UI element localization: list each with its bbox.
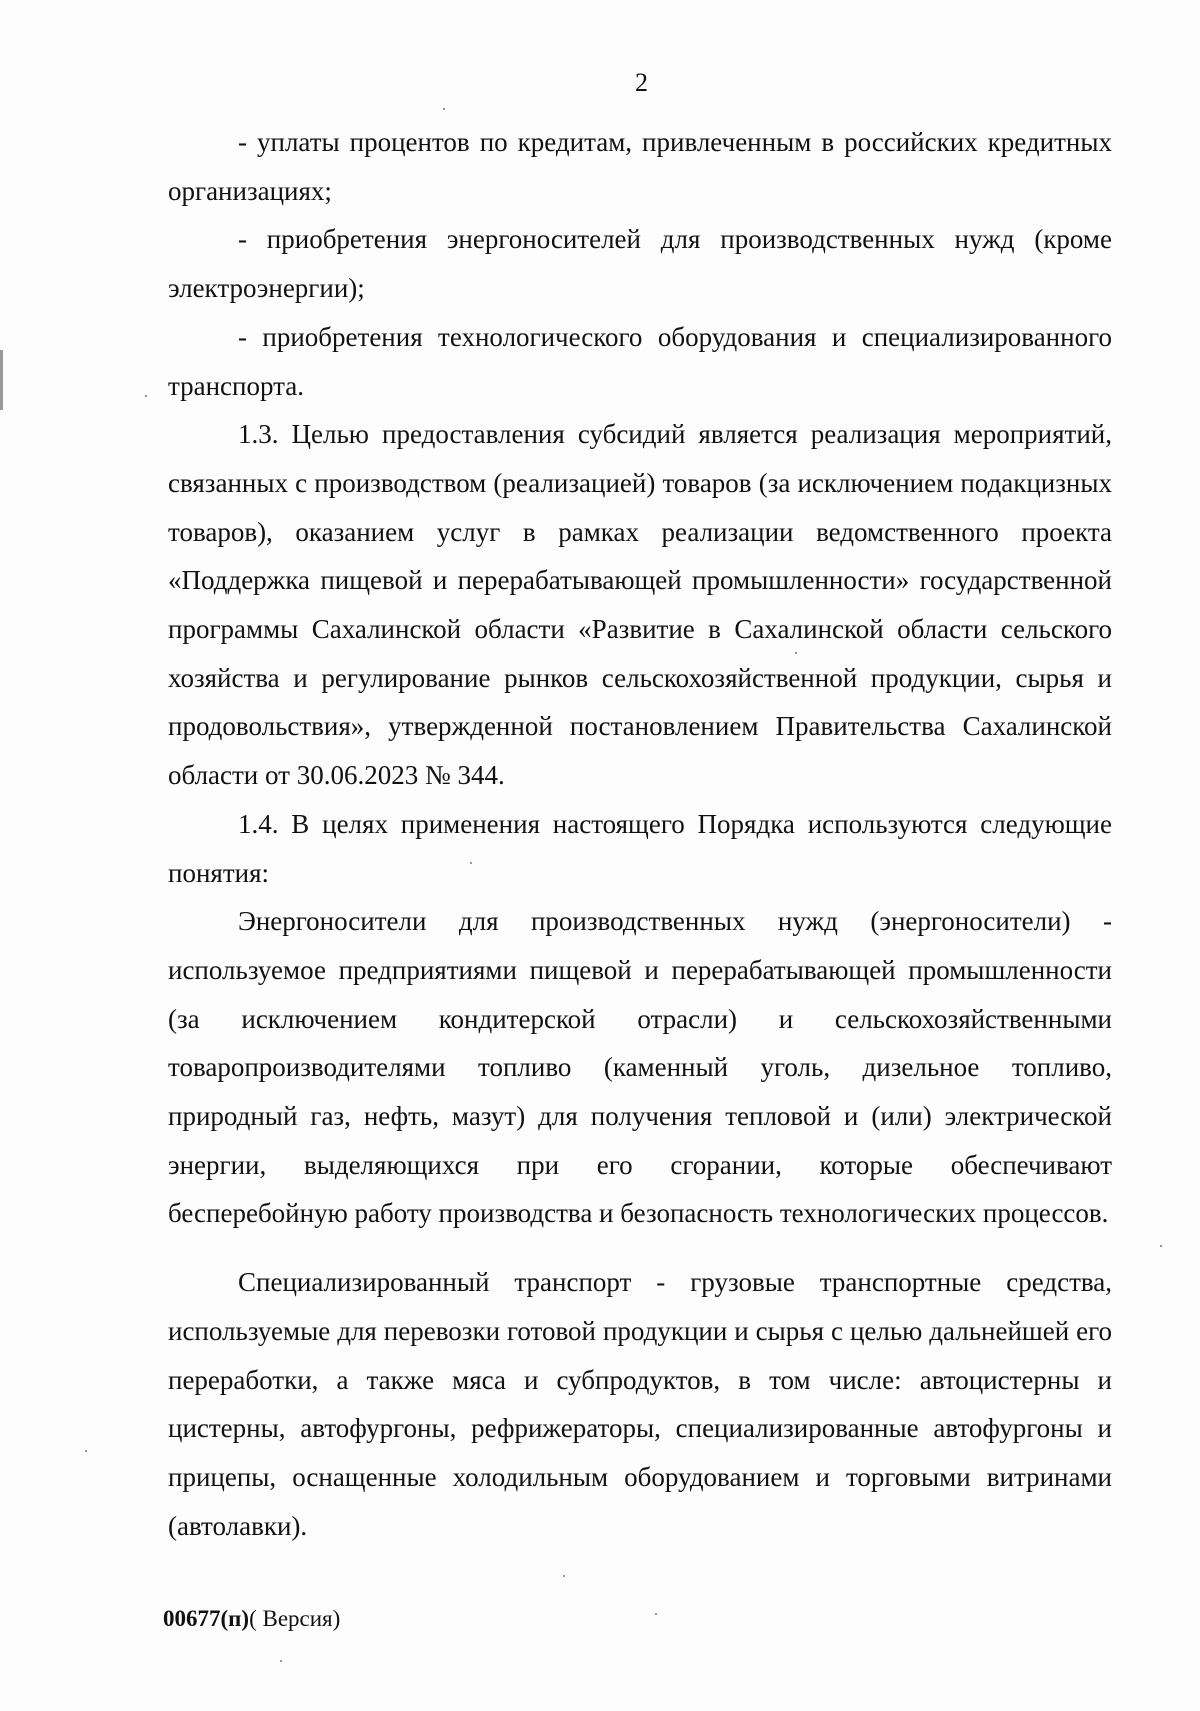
scan-speck bbox=[280, 1660, 282, 1662]
scan-speck bbox=[85, 1450, 87, 1452]
page-number: 2 bbox=[635, 68, 648, 97]
definition-specialized-transport: Специализированный транспорт - грузовые транспортные средства, используемые для перевозки готовой продукции и сырья с целью дальнейшей его переработки, а также мяса и субпродуктов, в том числе: автоцистерны и цистерны, автофургоны, рефрижераторы, специализированные автофургоны и прицепы, оснащенные холодильным оборудованием и торговыми витринами (автолавки). bbox=[168, 1267, 1112, 1541]
paragraph-1-4-definitions: 1.4. В целях применения настоящего Порядка используются следующие понятия: bbox=[168, 808, 1112, 888]
list-item-energy-purchase: - приобретения энергоносителей для производственных нужд (кроме электроэнергии); bbox=[168, 224, 1112, 304]
document-code: 00677(п) bbox=[163, 1606, 250, 1631]
scan-speck bbox=[145, 395, 147, 397]
scan-speck bbox=[443, 108, 445, 110]
scan-speck bbox=[1160, 1245, 1162, 1247]
paragraph-1-3-purpose: 1.3. Целью предоставления субсидий является реализация мероприятий, связанных с производством (реализацией) товаров (за исключением подакцизных товаров), оказанием услуг в рамках реализации ведомственного проекта «Поддержка пищевой и перерабатывающей промышленности» государственной программы Сахалинской области «Развитие в Сахалинской области сельского хозяйства и регулирование рынков сельскохозяйственной продукции, сырья и продовольствия», утвержденной постановлением Правительства Сахалинской области от 30.06.2023 № 344. bbox=[168, 419, 1112, 791]
list-item-equipment-purchase: - приобретения технологического оборудования и специализированного транспорта. bbox=[168, 321, 1112, 401]
scan-speck bbox=[470, 862, 472, 864]
definition-energy-carriers: Энергоносители для производственных нужд (энергоносители) - используемое предприятиями пищевой и перерабатывающей промышленности (за исключением кондитерской отрасли) и сельскохозяйственными товаропроизводителями топливо (каменный уголь, дизельное топливо, природный газ, нефть, мазут) для получения тепловой и (или) электрической энергии, выделяющихся при его сгорании, которые обеспечивают бесперебойную работу производства и безопасность технологических процессов. bbox=[168, 906, 1112, 1229]
scan-edge-mark bbox=[0, 350, 3, 410]
paragraph-gap bbox=[168, 1238, 1112, 1258]
list-item-interest-payment: - уплаты процентов по кредитам, привлеченным в российских кредитных организациях; bbox=[168, 127, 1112, 206]
scan-speck bbox=[795, 652, 797, 654]
document-body bbox=[168, 118, 1112, 1550]
scan-speck bbox=[563, 1575, 565, 1577]
document-version: ( Версия) bbox=[249, 1606, 341, 1631]
document-footer bbox=[163, 1604, 340, 1634]
scan-speck bbox=[655, 1613, 657, 1615]
